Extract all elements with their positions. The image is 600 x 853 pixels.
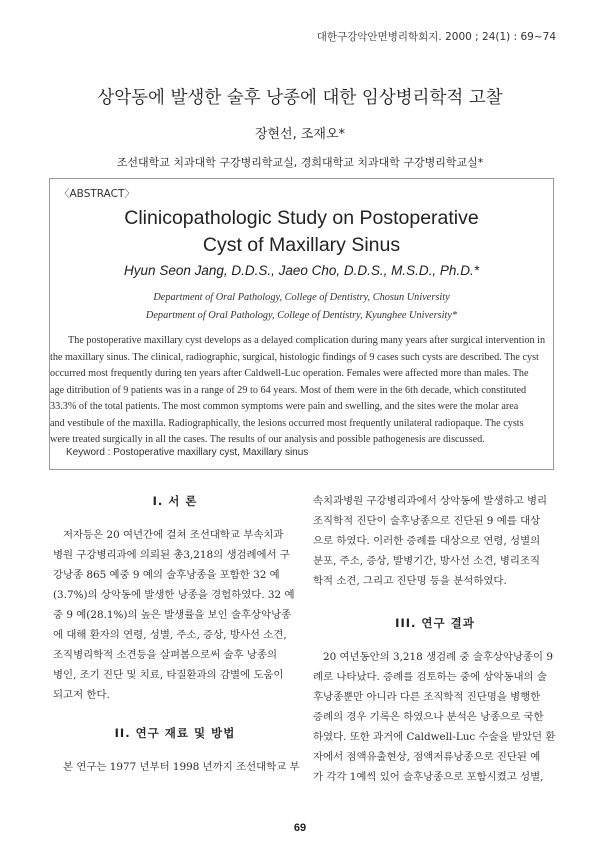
abstract-line: and vestibule of the maxilla. Radiographically, the lesions occurred most frequently unilateral radiopaque. The cysts bbox=[50, 417, 524, 429]
page-number: 69 bbox=[293, 822, 307, 834]
right-column bbox=[313, 491, 557, 787]
keyword-line: Keyword : Postoperative maxillary cyst, Maxillary sinus bbox=[66, 447, 309, 458]
paper-title-korean: 상악동에 발생한 술후 낭종에 대한 임상병리학적 고찰 bbox=[97, 88, 503, 108]
abstract-line: the maxillary sinus. The clinical, radiographic, surgical, histologic findings of 9 cases such cysts are described. The cyst bbox=[50, 351, 539, 363]
left-column bbox=[53, 493, 300, 777]
abstract-box bbox=[49, 178, 554, 470]
section-heading-methods: II. 연구 재료 및 방법 bbox=[114, 726, 236, 740]
introduction-paragraph bbox=[53, 525, 297, 705]
text-line: 증례의 경우 기록은 하였으나 분석은 낭종으로 국한 bbox=[313, 711, 544, 723]
text-line: 례로 나타났다. 증례를 검토하는 중에 상악동내의 술 bbox=[313, 671, 547, 683]
section-heading-results: III. 연구 결과 bbox=[395, 616, 475, 630]
text-line: 조직학적 진단이 술후낭종으로 진단된 9 예를 대상 bbox=[313, 515, 541, 527]
text-line: 조직병리학적 소견등을 살펴봄으로써 술후 낭종의 bbox=[53, 649, 277, 661]
methods-paragraph bbox=[53, 757, 300, 777]
text-line: 병원 구강병리과에 의뢰된 총3,218의 생검례에서 구 bbox=[53, 549, 290, 561]
abstract-label: 〈ABSTRACT〉 bbox=[59, 188, 135, 200]
text-line: 속치과병원 구강병리과에서 상악동에 발생하고 병리 bbox=[313, 495, 548, 507]
text-line: 분포, 주소, 증상, 발병기간, 방사선 소견, 병리조직 bbox=[313, 555, 541, 567]
text-line: 되고저 한다. bbox=[53, 689, 110, 701]
text-line: 20 여년동안의 3,218 생검례 중 술후상악낭종이 9 bbox=[323, 651, 553, 663]
abstract-body bbox=[50, 333, 553, 449]
results-paragraph bbox=[313, 647, 557, 787]
text-line: 저자등은 20 여년간에 걸쳐 조선대학교 부속치과 bbox=[63, 529, 284, 541]
abstract-line: The postoperative maxillary cyst develops as a delayed complication during many years after surgical intervention in bbox=[68, 335, 546, 346]
methods-continued-paragraph bbox=[313, 491, 557, 591]
section-heading-introduction: I. 서 론 bbox=[152, 494, 198, 508]
affiliation-line-1: Department of Oral Pathology, College of Dentistry, Chosun University bbox=[153, 292, 450, 303]
affiliations-korean: 조선대학교 치과대학 구강병리학교실, 경희대학교 치과대학 구강병리학교실* bbox=[116, 156, 484, 169]
text-line: 본 연구는 1977 년부터 1998 년까지 조선대학교 부 bbox=[63, 761, 300, 773]
text-line: 중 9 예(28.1%)의 높은 발생률을 보인 술후상악낭종 bbox=[53, 609, 292, 621]
text-line: 병인, 조기 진단 및 치료, 타질환과의 감별에 도움이 bbox=[53, 669, 284, 681]
text-line: 가 각각 1예씩 있어 술후낭종으로 포함시켰고 성별, bbox=[313, 771, 544, 783]
text-line: 에 대해 환자의 연령, 성별, 주소, 증상, 방사선 소견, bbox=[53, 629, 287, 641]
abstract-line: were treated surgically in all the cases. The results of our analysis and possible pathogenesis are discussed. bbox=[50, 434, 485, 445]
abstract-line: occurred most frequently during ten years after Caldwell-Luc operation. Females were affected more than males. The bbox=[50, 368, 529, 379]
authors-korean: 장현선, 조재오* bbox=[254, 127, 346, 142]
abstract-line: age ditribution of 9 patients was in a range of 29 to 64 years. Most of them were in the 6th decade, which constituted bbox=[50, 384, 527, 396]
running-header: 대한구강악안면병리학회지. 2000 ; 24(1) : 69~74 bbox=[316, 31, 556, 43]
affiliations-english bbox=[50, 289, 553, 325]
text-line: 후낭종뿐만 아니라 다른 조직학적 진단명을 병행한 bbox=[313, 691, 541, 703]
title-english-line-1: Clinicopathologic Study on Postoperative bbox=[124, 207, 479, 229]
text-line: 자에서 점액유출현상, 점액저류낭종으로 진단된 예 bbox=[313, 751, 541, 763]
text-line: 으로 하였다. 이러한 증례를 대상으로 연령, 성별의 bbox=[313, 535, 541, 547]
text-line: 강낭종 865 예중 9 예의 술후낭종을 포함한 32 예 bbox=[53, 569, 280, 581]
title-english-line-2: Cyst of Maxillary Sinus bbox=[202, 234, 401, 256]
text-line: 하였다. 또한 과거에 Caldwell-Luc 수술을 받았던 환 bbox=[313, 731, 556, 743]
affiliation-line-2: Department of Oral Pathology, College of Dentistry, Kyunghee University* bbox=[145, 310, 458, 321]
text-line: 학적 소견, 그리고 진단명 등을 분석하였다. bbox=[313, 575, 507, 587]
paper-title-english bbox=[50, 205, 553, 259]
abstract-line: 33.3% of the total patients. The most common symptoms were pain and swelling, and the sites were the molar area bbox=[50, 401, 519, 412]
text-line: (3.7%)의 상악동에 발생한 낭종을 경험하였다. 32 예 bbox=[53, 589, 295, 601]
authors-english: Hyun Seon Jang, D.D.S., Jaeo Cho, D.D.S., M.S.D., Ph.D.* bbox=[124, 263, 479, 278]
